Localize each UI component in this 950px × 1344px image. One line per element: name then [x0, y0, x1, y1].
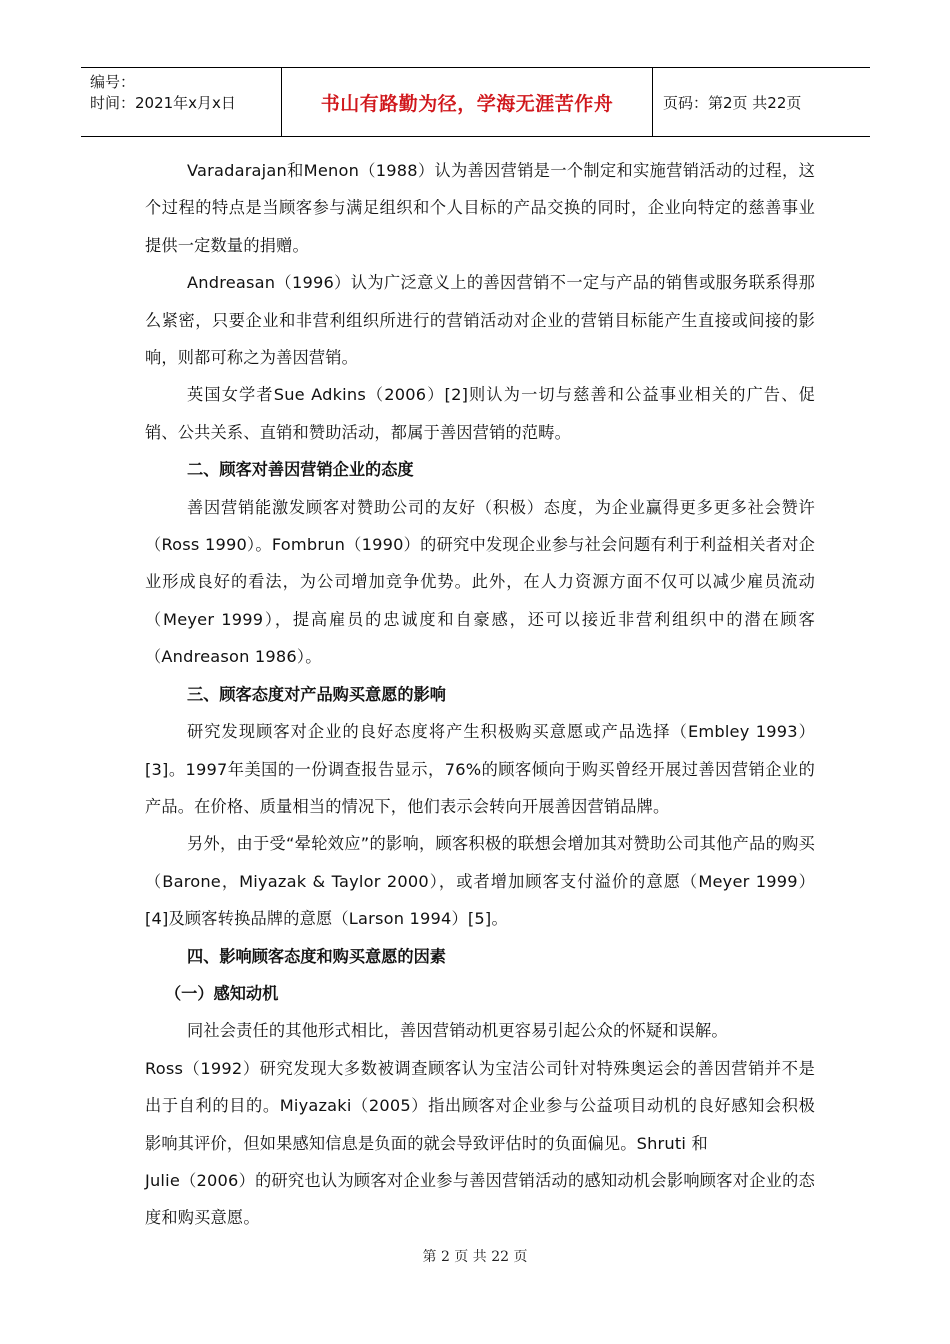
page-label: 页码：第2页 共22页 — [663, 93, 802, 112]
paragraph: 另外，由于受“晕轮效应”的影响，顾客积极的联想会增加其对赞助公司其他产品的购买（Barone，Miyazak & Taylor 2000），或者增加顾客支付溢价的意愿（Meyer 1999）[4]及顾客转换品牌的意愿（Larson 1994）[5]。 — [145, 834, 815, 929]
paragraph: Julie（2006）的研究也认为顾客对企业参与善因营销活动的感知动机会影响顾客对企业的态度和购买意愿。 — [145, 1170, 815, 1228]
motto: 书山有路勤为径，学海无涯苦作舟 — [320, 92, 614, 115]
time-label: 时间：2021年x月x日 — [90, 94, 236, 112]
section-heading: 四、影响顾客态度和购买意愿的因素 — [187, 946, 446, 966]
subsection-heading: （一）感知动机 — [165, 983, 279, 1003]
code-label: 编号： — [90, 73, 136, 91]
section-heading: 三、顾客态度对产品购买意愿的影响 — [187, 684, 446, 704]
paragraph: 同社会责任的其他形式相比，善因营销动机更容易引起公众的怀疑和误解。 — [187, 1021, 728, 1041]
header-motto-cell — [281, 68, 653, 136]
paragraph: 研究发现顾客对企业的良好态度将产生积极购买意愿或产品选择（Embley 1993）[3]。1997年美国的一份调查报告显示，76%的顾客倾向于购买曾经开展过善因营销企业的产品。在价格、质量相当的情况下，他们表示会转向开展善因营销品牌。 — [145, 722, 815, 816]
paragraph: Ross（1992）研究发现大多数被调查顾客认为宝洁公司针对特殊奥运会的善因营销并不是出于自利的目的。Miyazaki（2005）指出顾客对企业参与公益项目动机的良好感知会积极影响其评价，但如果感知信息是负面的就会导致评估时的负面偏见。Shruti 和 — [145, 1058, 815, 1153]
paragraph: Varadarajan和Menon（1988）认为善因营销是一个制定和实施营销活动的过程，这个过程的特点是当顾客参与满足组织和个人目标的产品交换的同时，企业向特定的慈善事业提供一定数量的捐赠。 — [145, 161, 815, 255]
paragraph: Andreasan（1996）认为广泛意义上的善因营销不一定与产品的销售或服务联系得那么紧密，只要企业和非营利组织所进行的营销活动对企业的营销目标能产生直接或间接的影响，则都可称之为善因营销。 — [145, 273, 815, 368]
page-footer: 第 2 页 共 22 页 — [422, 1249, 528, 1265]
paragraph: 善因营销能激发顾客对赞助公司的友好（积极）态度，为企业赢得更多更多社会赞许（Ross 1990）。Fombrun（1990）的研究中发现企业参与社会问题有利于利益相关者对企业形成良好的看法，为公司增加竞争优势。此外，在人力资源方面不仅可以减少雇员流动（Meyer 1999），提高雇员的忠诚度和自豪感，还可以接近非营利组织中的潜在顾客（Andreason 1986）。 — [145, 497, 815, 667]
paragraph: 英国女学者Sue Adkins（2006）[2]则认为一切与慈善和公益事业相关的广告、促销、公共关系、直销和赞助活动，都属于善因营销的范畴。 — [145, 385, 815, 442]
header-meta — [81, 68, 281, 136]
section-heading: 二、顾客对善因营销企业的态度 — [187, 460, 414, 480]
document-body — [145, 152, 815, 1237]
page-header — [81, 67, 870, 137]
header-page-cell — [653, 68, 870, 136]
